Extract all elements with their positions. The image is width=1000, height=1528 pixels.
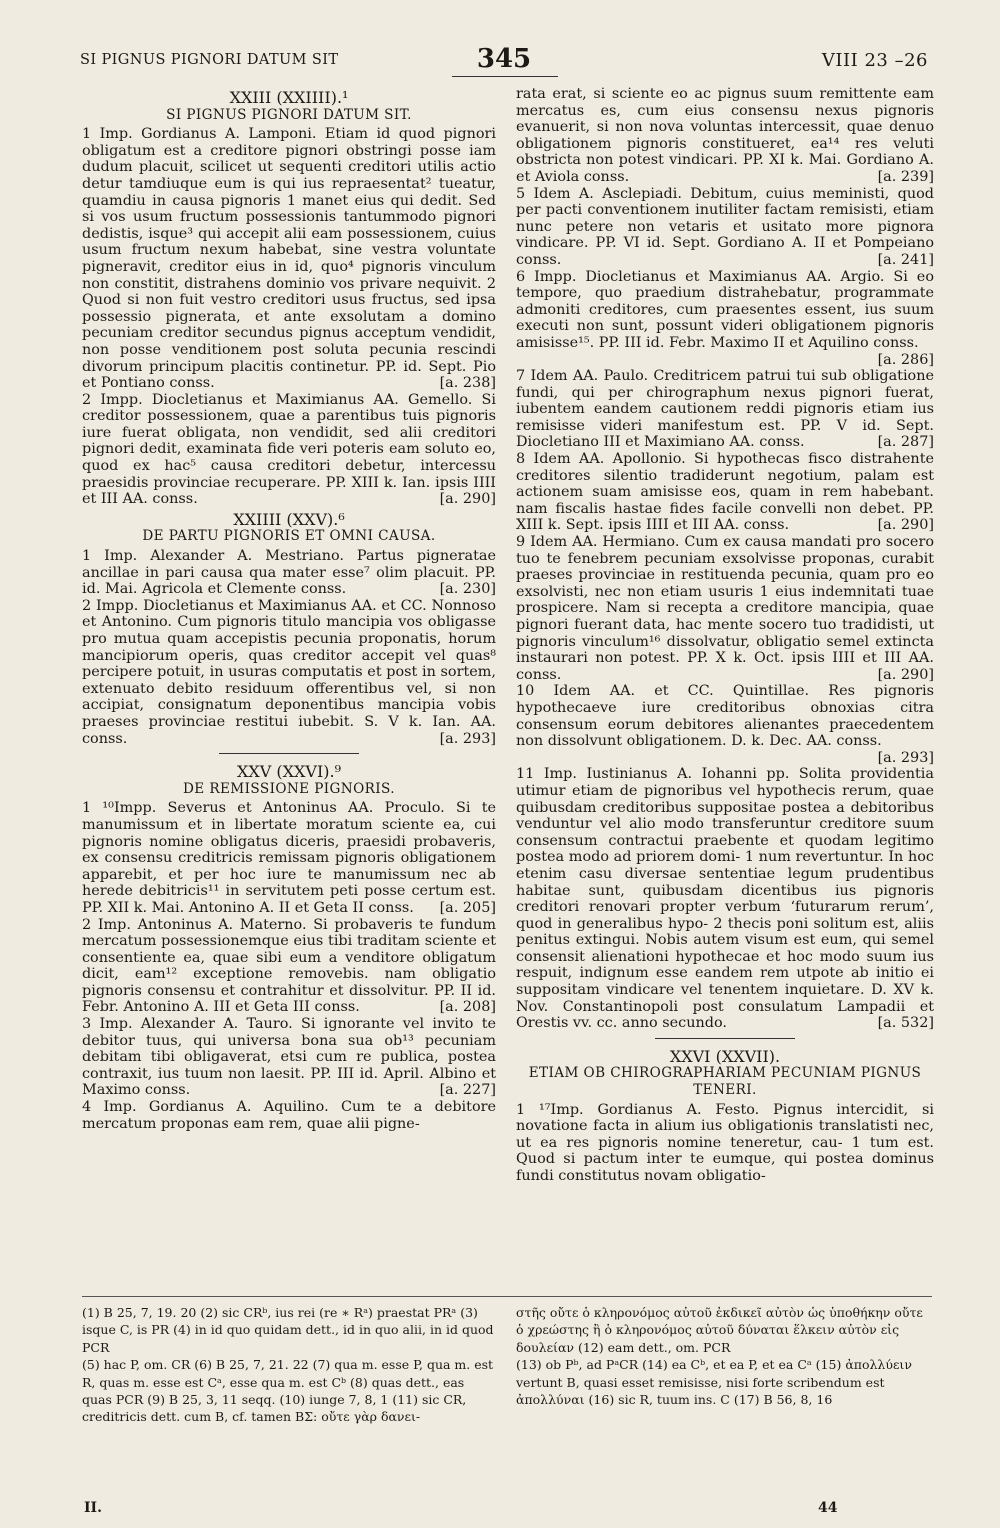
paragraph-text: 2 Imp. Antoninus A. Materno. Si probaveris te fundum mercatum possessionemque eius tibi traditam sciente et consentiente ea, quae sibi eum a venditore obligatum dicit, eam¹² exceptione removebis. nam obligatio pignoris consensu et contrahitur et dissolvitur. PP. II id. Febr. Antonino A. III et Geta III conss. bbox=[82, 916, 496, 1016]
date-note: [a. 290] bbox=[877, 666, 934, 683]
law-paragraph bbox=[82, 392, 496, 508]
date-note: [a. 532] bbox=[877, 1015, 934, 1032]
section-heading: DE REMISSIONE PIGNORIS. bbox=[183, 780, 395, 797]
date-note: [a. 208] bbox=[439, 999, 496, 1016]
footnote-rule bbox=[82, 1296, 932, 1297]
section-heading: SI PIGNUS PIGNORI DATUM SIT. bbox=[166, 106, 412, 123]
paragraph-text: 1 Imp. Alexander A. Mestriano. Partus pigneratae ancillae in pari causa qua mater esse⁷ olim placuit. PP. id. Mai. Agricola et Clemente conss. bbox=[82, 548, 496, 598]
law-paragraph bbox=[516, 683, 934, 766]
law-paragraph bbox=[82, 917, 496, 1017]
law-paragraph bbox=[516, 1102, 934, 1185]
date-note: [a. 241] bbox=[877, 251, 934, 268]
law-paragraph bbox=[82, 1016, 496, 1099]
footnote-line: (5) hac P, om. CR (6) B 25, 7, 21. 22 (7) qua m. esse P, qua m. est R, quas m. esse est Cᵃ, esse qua m. est Cᵇ (8) quas dett., eas quas PCR (9) B 25, 3, 11 seqq. (10) iunge 7, 8, 1 (11) sic CR, creditricis dett. cum B, cf. tamen BΣ: οὔτε γὰρ δανει- bbox=[82, 1357, 494, 1425]
section-title: XXIII (XXIIII).¹ bbox=[229, 88, 349, 107]
paragraph-text: 8 Idem AA. Apollonio. Si hypothecas fisco distrahente creditores silentio tradiderunt negotium, palam est actionem suam amisisse eos, quam in rem habebant. nam fiscalis hastae fides facile convelli non debet. PP. XIII k. Sept. ipsis IIII et III AA. conss. bbox=[516, 451, 934, 534]
paragraph-text: 5 Idem A. Asclepiadi. Debitum, cuius meministi, quod per pacti conventionem inutiliter factam remisisti, etiam nunc petere non vetaris et usitato more pignora vindicare. PP. VI id. Sept. Gordiano A. II et Pompeiano conss. bbox=[516, 185, 934, 268]
law-paragraph bbox=[82, 800, 496, 916]
page-number: 345 bbox=[476, 44, 532, 74]
footnote-line: στῆς οὔτε ὁ κληρονόμος αὐτοῦ ἐκδικεῖ αὐτὸν ὡς ὑποθήκην οὔτε ὁ χρεώστης ἢ ὁ κληρονόμος αὐτοῦ δύναται ἕλκειν αὐτὸν εἰς δουλείαν (12) eam dett., om. PCR bbox=[516, 1305, 923, 1355]
section-heading: DE PARTU PIGNORIS ET OMNI CAUSA. bbox=[142, 528, 436, 545]
signature-mark: II. bbox=[84, 1500, 102, 1516]
paragraph-text: 2 Impp. Diocletianus et Maximianus AA. et CC. Nonnoso et Antonino. Cum pignoris titulo mancipia vos obligasse pro mutua quam accepistis pecunia proponatis, horum mancipiorum operis, quas creditor accepit vel quas⁸ percipere potuit, in usuras computatis et post in sortem, extenuato debito residuum offerentibus vel, si non accipiat, consignatum deponentibus mancipia vobis praeses provinciae restitui iubebit. S. V k. Ian. AA. conss. bbox=[82, 597, 496, 747]
paragraph-text: 1 ¹⁰Impp. Severus et Antoninus AA. Proculo. Si te manumissum et in libertate moratum sciente ea, cui pignoris nomine obligatus diceris, praesidi probaveris, ex consensu creditricis remissam pignoris obligationem apparebit, et per hoc iure te manumissum nec ab herede debitricis¹¹ in servitutem peti posse certum est. PP. XII k. Mai. Antonino A. II et Geta II conss. bbox=[82, 800, 496, 916]
date-note: [a. 205] bbox=[439, 899, 496, 916]
paragraph-text: 2 Impp. Diocletianus et Maximianus AA. Gemello. Si creditor possessionem, quae a parentibus tuis pignoris iure fuerat obligata, non vendidit, sed alii creditori pignori dedit, examinata fide veri poteris eam soluto eo, quod ex hac⁵ causa creditori debetur, intercessu praesidis provinciae recuperare. PP. XIII k. Ian. ipsis IIII et III AA. conss. bbox=[82, 391, 496, 508]
date-note: [a. 227] bbox=[439, 1082, 496, 1099]
law-paragraph bbox=[82, 598, 496, 747]
law-paragraph bbox=[516, 269, 934, 369]
signature-number: 44 bbox=[818, 1500, 838, 1516]
section-rule bbox=[219, 753, 359, 754]
paragraph-text: 4 Imp. Gordianus A. Aquilino. Cum te a debitore mercatum proponas eam rem, quae alii pigne- bbox=[82, 1099, 496, 1132]
date-note: [a. 238] bbox=[439, 375, 496, 392]
law-paragraph bbox=[516, 766, 934, 1032]
footnote-line: (13) ob Pᵇ, ad PᵃCR (14) ea Cᵇ, et ea P, et ea Cᵃ (15) ἀπολλύειν vertunt B, quasi esset remisisse, nisi forte scribendum est ἀπολλύναι (16) sic R, tuum ins. C (17) B 56, 8, 16 bbox=[516, 1357, 912, 1408]
header-section-range: VIII 23 –26 bbox=[821, 50, 928, 71]
footnotes-right bbox=[516, 1304, 934, 1408]
date-note: [a. 287] bbox=[877, 434, 934, 451]
date-note: [a. 239] bbox=[877, 168, 934, 185]
date-note: [a. 293] bbox=[877, 749, 934, 766]
paragraph-text: 10 Idem AA. et CC. Quintillae. Res pignoris hypothecaeve iure creditoribus obnoxias citra consensum eorum debitores alienantes praecedentem non dissolvunt obligationem. D. k. Dec. AA. conss. bbox=[516, 683, 934, 750]
section-rule bbox=[655, 1038, 795, 1039]
law-paragraph bbox=[516, 534, 934, 683]
paragraph-text: 9 Idem AA. Hermiano. Cum ex causa mandati pro socero tuo te fenebrem pecuniam exsolvisse proponas, curabit praeses provinciae in restituenda pecunia, quam pro eo exsolvisti, nec non etiam usuris 1 eius indemnitati tuae prospicere. Nam si recepta a creditore mancipia, quae pignori fuerant data, hac mente socero tuo tradidisti, ut pignoris vinculum¹⁶ dissolvatur, obligatio semel extincta instaurari non potest. PP. X k. Oct. ipsis IIII et III AA. conss. bbox=[516, 534, 934, 683]
section-title: XXIIII (XXV).⁶ bbox=[233, 509, 345, 529]
date-note: [a. 230] bbox=[439, 581, 496, 598]
date-note: [a. 286] bbox=[877, 351, 934, 368]
section-title: XXV (XXVI).⁹ bbox=[236, 762, 342, 782]
header-title: SI PIGNUS PIGNORI DATUM SIT bbox=[80, 52, 339, 68]
law-paragraph bbox=[82, 126, 496, 392]
paragraph-text: 1 Imp. Gordianus A. Lamponi. Etiam id quod pignori obligatum est a creditore pignori obstringi posse iam dudum placuit, scilicet ut sequenti creditori utilis actio detur tamdiuque eum is qui ius repraesentat² tueatur, quamdiu in causa pignoris 1 manet eius qui dedit. Sed si vos usum fructum possessionis tantummodo pignori dedistis, isque³ qui accepit alii eam possessionem, cuius usum fructum nexum habebat, sine vestra voluntate pigneravit, creditor eius in id, quo⁴ pignoris vinculum non constitit, distrahens dominio vos privare nequivit. 2 Quod si non fuit vestro creditori usus fructus, sed ipsa possessio pignerata, et ante exsolutam a domino pecuniam creditor secundus pignus acceptum vendidit, non posse venditionem post soluta pecunia rescindi divorum principum placitis continetur. PP. id. Sept. Pio et Pontiano conss. bbox=[82, 126, 496, 392]
law-paragraph bbox=[516, 451, 934, 534]
paragraph-text: 1 ¹⁷Imp. Gordianus A. Festo. Pignus intercidit, si novatione facta in alium ius obligationis translatisti nec, ut ea res pignoris nomine teneretur, cau- 1 tum est. Quod si pactum inter te eumque, qui postea dominus fundi constitutus novam obligatio- bbox=[516, 1101, 934, 1184]
running-header bbox=[80, 44, 928, 78]
footnotes-left bbox=[82, 1304, 496, 1426]
date-note: [a. 290] bbox=[439, 491, 496, 508]
section-title: XXVI (XXVII). bbox=[669, 1046, 781, 1066]
section-heading: ETIAM OB CHIROGRAPHARIAM PECUNIAM PIGNUS TENERI. bbox=[528, 1065, 922, 1099]
law-paragraph bbox=[516, 368, 934, 451]
law-paragraph bbox=[516, 86, 934, 186]
date-note: [a. 293] bbox=[439, 730, 496, 747]
paragraph-text: 11 Imp. Iustinianus A. Iohanni pp. Solita providentia utimur etiam de pignoribus vel hypothecis rerum, quae quibusdam creditoribus suppositae postea a debitoribus venduntur vel alio modo transferuntur creditore suum consensum contractui praebente et quodam legitimo postea modo ad priorem domi- 1 num revertuntur. In hoc etenim casu diversae sententiae legum prudentibus habitae sunt, quibusdam dicentibus ius pignoris creditori renovari propter verbum ‘futurarum rerum’, quod in generalibus hypo- 2 thecis poni solitum est, aliis penitus extingui. Nobis autem visum est eum, qui semel consensit alienationi hypothecae et hoc modo suum ius respuit, indignum esse eandem rem utpote ab initio ei suppositam vindicare vel tenentem inquietare. D. XV k. Nov. Constantinopoli post consulatum Lampadii et Orestis vv. cc. anno secundo. bbox=[516, 766, 934, 1032]
right-column bbox=[516, 86, 934, 1185]
paragraph-text: rata erat, si sciente eo ac pignus suum remittente eam mercatus es, cum eius consensu nexus pignoris evanuerit, si non nova voluntas intercessit, quae denuo obligationem pignoris constitueret, ea¹⁴ res veluti obstricta non potest vindicari. PP. XI k. Mai. Gordiano A. et Aviola conss. bbox=[516, 86, 934, 185]
footnote-line: (1) B 25, 7, 19. 20 (2) sic CRᵇ, ius rei (re ∗ Rᵃ) praestat PRᵃ (3) isque C, is PR (4) in id quo quidam dett., id in quo alii, in id quod PCR bbox=[82, 1305, 494, 1355]
date-note: [a. 290] bbox=[877, 517, 934, 534]
law-paragraph bbox=[82, 548, 496, 598]
paragraph-text: 7 Idem AA. Paulo. Creditricem patrui tui sub obligatione fundi, qui per chirographum nexus pignori fuerat, iubentem eandem cautionem reddi pignoris etiam ius remisisse videri manifestum est. PP. V id. Sept. Diocletiano III et Maximiano AA. conss. bbox=[516, 368, 934, 451]
paragraph-text: 3 Imp. Alexander A. Tauro. Si ignorante vel invito te debitor tuus, qui universa bona sua ob¹³ pecuniam debitam tibi obligaverat, etsi cum re publica, postea contraxit, ius tuum non laesit. PP. III id. April. Albino et Maximo conss. bbox=[82, 1016, 496, 1099]
law-paragraph bbox=[516, 186, 934, 269]
header-rule bbox=[452, 76, 558, 77]
law-paragraph bbox=[82, 1099, 496, 1132]
paragraph-text: 6 Impp. Diocletianus et Maximianus AA. Argio. Si eo tempore, quo praedium distrahebatur, programmate admoniti creditores, cum praesentes essent, ius suum executi non sunt, possunt videri obligationem pignoris amisisse¹⁵. PP. III id. Febr. Maximo II et Aquilino conss. bbox=[516, 268, 934, 351]
left-column bbox=[82, 86, 496, 1132]
